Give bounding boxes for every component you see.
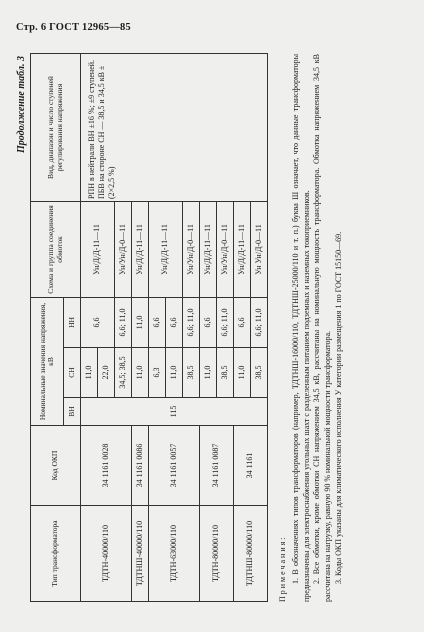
cell-scheme: Ун/Ун/Д-0—11 xyxy=(183,202,200,298)
cell-nn: 6,6 xyxy=(149,298,166,348)
cell-type: ТДТН-40000/110 xyxy=(81,506,132,602)
transformer-table xyxy=(30,53,268,602)
note-item: 3. Коды ОКП указаны для климатического исполнения У категории размещения 1 по ГОСТ 15150—69. xyxy=(333,231,343,584)
header-regulation: Вид, диапазон и число ступеней регулирования напряжения xyxy=(31,54,81,202)
cell-type: ТДТНШ-80000/110 xyxy=(234,506,268,602)
cell-type: ТДТН-63000/110 xyxy=(149,506,200,602)
cell-regulation: РПН в нейтрали ВН ±16 %; ±9 ступеней. ПБВ на стороне СН — 38,5 и 34,5 кВ ±(2×2,5 %) xyxy=(81,54,268,202)
header-type: Тип трансформатора xyxy=(31,506,81,602)
cell-sn: 11,0 xyxy=(81,348,98,398)
cell-nn: 11,0 xyxy=(132,298,149,348)
cell-scheme: Ун/Д/Д-11—11 xyxy=(81,202,115,298)
cell-nn: 6,6; 11,0 xyxy=(115,298,132,348)
cell-nn: 6,6; 11,0 xyxy=(251,298,268,348)
cell-scheme: Ун/Д/Д-11—11 xyxy=(200,202,217,298)
cell-type: ТДТН-80000/110 xyxy=(200,506,234,602)
cell-vn: 115 xyxy=(81,398,268,426)
cell-scheme: Ун/Д/Д-11—11 xyxy=(149,202,183,298)
cell-sn: 38,5 xyxy=(183,348,200,398)
header-okp: Код ОКП xyxy=(31,426,81,506)
cell-scheme: Ун Ун/Д-0—11 xyxy=(251,202,268,298)
cell-type: ТДТНШ-40000/110 xyxy=(132,506,149,602)
table-continuation-title: Продолжение табл. 3 xyxy=(16,56,27,154)
cell-okp: 34 1161 0028 xyxy=(81,426,132,506)
cell-sn: 38,5 xyxy=(251,348,268,398)
header-nominal-voltage: Номинальные значения напряжения, кВ xyxy=(31,298,64,426)
cell-sn: 22,0 xyxy=(98,348,115,398)
cell-okp: 34 1161 0086 xyxy=(132,426,149,506)
cell-okp: 34 1161 0087 xyxy=(200,426,234,506)
cell-nn: 6,6; 11,0 xyxy=(183,298,200,348)
cell-sn: 11,0 xyxy=(166,348,183,398)
rotated-page-content xyxy=(16,48,408,608)
cell-scheme: Ун/Д/Д-11—11 xyxy=(132,202,149,298)
note-item: 2. Все обмотки, кроме обмотки СН напряжением 34,5 кВ, рассчитаны на номинальную мощность трансформатора. Обмотка напряжением 34,5 кВ рассчитана на нагрузку, равную 90 % номинальной мощности трансформатора. xyxy=(312,54,333,602)
page-header: Стр. 6 ГОСТ 12965—85 xyxy=(16,22,131,33)
cell-okp: 34 1161 0057 xyxy=(149,426,200,506)
header-vn: ВН xyxy=(64,398,81,426)
cell-nn: 6,6; 11,0 xyxy=(217,298,234,348)
cell-scheme: Ун/Ун/Д-0—11 xyxy=(217,202,234,298)
cell-sn: 11,0 xyxy=(200,348,217,398)
cell-sn: 6,3 xyxy=(149,348,166,398)
cell-sn: 34,5; 38,5 xyxy=(115,348,132,398)
cell-sn: 11,0 xyxy=(234,348,251,398)
header-sn: СН xyxy=(64,348,81,398)
notes-section xyxy=(278,54,345,602)
notes-heading: Примечания: xyxy=(278,535,287,602)
cell-scheme: Ун/Ун/Д-0—11 xyxy=(115,202,132,298)
cell-okp: 34 1161 xyxy=(234,426,268,506)
cell-scheme: Ун/Д/Д-11—11 xyxy=(234,202,251,298)
cell-nn: 6,6 xyxy=(234,298,251,348)
cell-sn: 38,5 xyxy=(217,348,234,398)
cell-nn: 6,6 xyxy=(81,298,115,348)
header-nn: НН xyxy=(64,298,81,348)
cell-nn: 6,6 xyxy=(200,298,217,348)
header-scheme: Схема и группа соединения обмоток xyxy=(31,202,81,298)
note-item: 1. В обозначениях типов трансформаторов (например, ТДТНШ-16000/110, ТДТНШ-25000/110 и т. п.) буква Ш означает, что данные трансформаторы предназначены для электроснабжения угольных шахт с разделенным питанием подземных и наземных токоприемников. xyxy=(290,54,311,602)
cell-nn: 6,6 xyxy=(166,298,183,348)
cell-sn: 11,0 xyxy=(132,348,149,398)
